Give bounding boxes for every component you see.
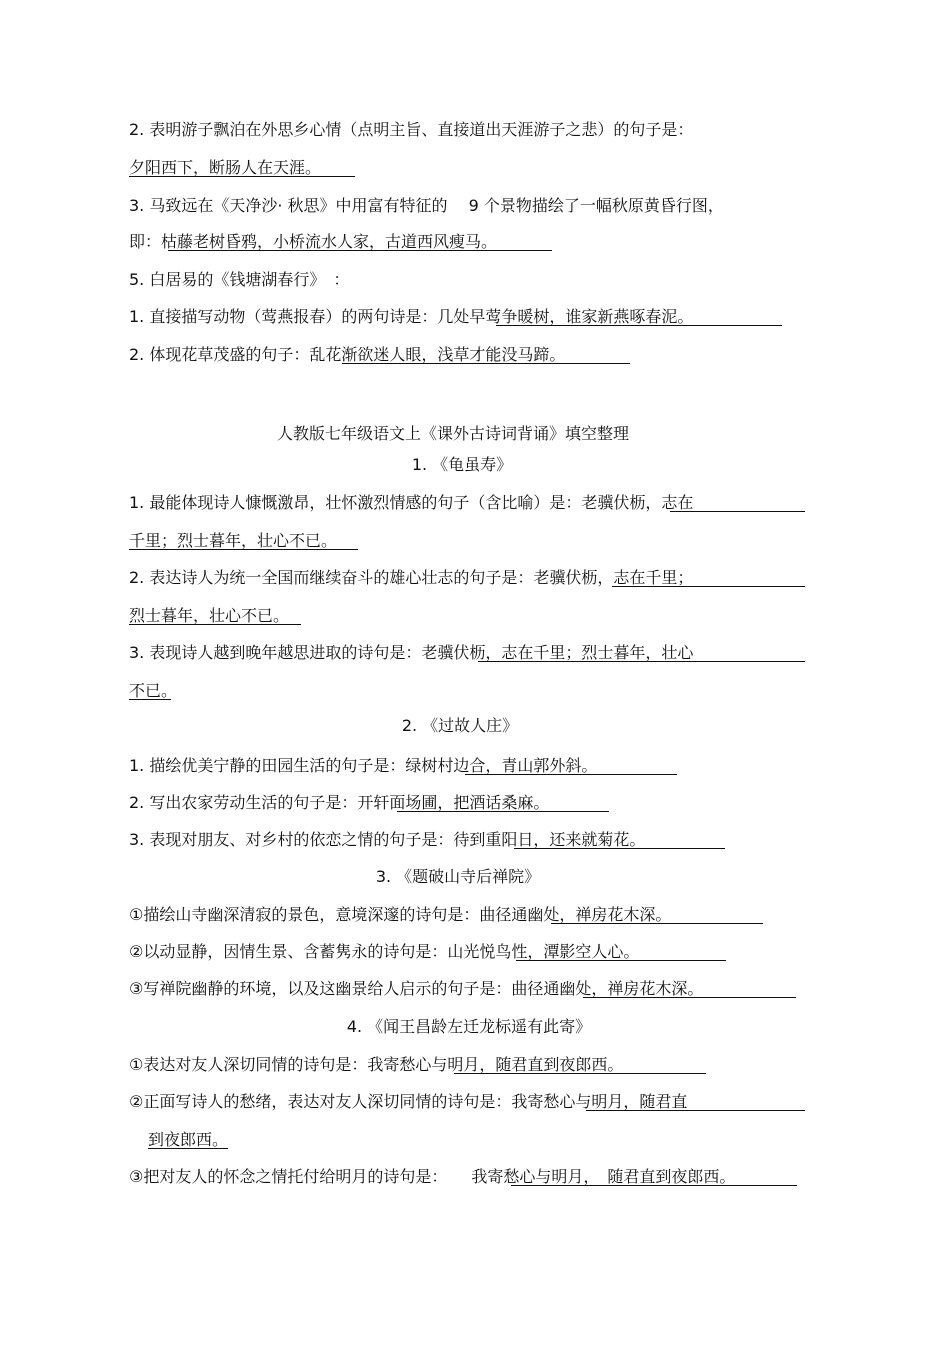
answer-underline — [516, 960, 726, 961]
answer-underline — [670, 511, 805, 512]
poem3-item-2: ②以动显静，因情生景、含蓄隽永的诗句是：山光悦鸟性，潭影空人心。 — [129, 942, 640, 961]
answer-underline — [129, 176, 355, 177]
answer-underline — [342, 363, 630, 364]
poem-title-guisuishou: 1. 《龟虽寿》 — [411, 455, 513, 474]
poem-title-guoguren: 2. 《过故人庄》 — [401, 716, 519, 735]
answer-nine-scenes: 即：枯藤老树昏鸦，小桥流水人家，古道西风瘦马。 — [129, 232, 498, 251]
poem3-item-3: ③写禅院幽静的环境，以及这幽景给人启示的句子是：曲径通幽处，禅房花木深。 — [129, 979, 704, 998]
answer-underline — [478, 661, 805, 662]
answer-underline — [454, 1073, 706, 1074]
poem4-item-2-cont: 到夜郎西。 — [148, 1130, 229, 1149]
answer-underline — [397, 811, 609, 812]
poem-title-poshansi: 3. 《题破山寺后禅院》 — [375, 867, 541, 886]
page-title: 人教版七年级语文上《课外古诗词背诵》填空整理 — [276, 424, 629, 443]
poem4-item-3: ③把对友人的怀念之情托付给明月的诗句是： 我寄愁心与明月， 随君直到夜郎西。 — [129, 1167, 736, 1186]
answer-underline — [514, 848, 725, 849]
poem2-item-1: 1. 描绘优美宁静的田园生活的句子是：绿树村边合，青山郭外斜。 — [129, 756, 598, 775]
answer-underline — [496, 325, 782, 326]
poem1-item-3: 3. 表现诗人越到晚年越思进取的诗句是：老骥伏枥，志在千里；烈士暮年，壮心 — [129, 643, 694, 662]
item-nine-scenes: 3. 马致远在《天净沙· 秋思》中用富有特征的 9 个景物描绘了一幅秋原黄昏行图， — [129, 196, 724, 215]
poem4-item-2: ②正面写诗人的愁绪，表达对友人深切同情的诗句是：我寄愁心与明月，随君直 — [129, 1092, 688, 1111]
poem1-item-1: 1. 最能体现诗人慷慨激昂，壮怀激烈情感的句子（含比喻）是：老骥伏枥，志在 — [129, 493, 694, 512]
answer-underline — [168, 250, 552, 251]
poem1-item-2: 2. 表达诗人为统一全国而继续奋斗的雄心壮志的句子是：老骥伏枥，志在千里； — [129, 568, 694, 587]
answer-underline — [551, 923, 763, 924]
poem1-item-2-cont: 烈士暮年，壮心不已。 — [129, 606, 290, 625]
answer-underline — [129, 549, 358, 550]
item-wanderer-homesick: 2. 表明游子飘泊在外思乡心情（点明主旨、直接道出天涯游子之悲）的句子是： — [129, 120, 694, 139]
answer-underline — [511, 1185, 797, 1186]
poem2-item-3: 3. 表现对朋友、对乡村的依恋之情的句子是：待到重阳日，还来就菊花。 — [129, 830, 646, 849]
poem4-item-1: ①表达对友人深切同情的诗句是：我寄愁心与明月，随君直到夜郎西。 — [129, 1055, 624, 1074]
item-qiantang-heading: 5. 白居易的《钱塘湖春行》 ： — [129, 270, 350, 289]
answer-underline — [148, 1148, 228, 1149]
item-orioles-swallows: 1. 直接描写动物（莺燕报春）的两句诗是：几处早莺争暖树，谁家新燕啄春泥。 — [129, 307, 694, 326]
poem2-item-2: 2. 写出农家劳动生活的句子是：开轩面场圃，把酒话桑麻。 — [129, 793, 550, 812]
item-lush-flowers: 2. 体现花草茂盛的句子：乱花渐欲迷人眼，浅草才能没马蹄。 — [129, 345, 566, 364]
answer-underline — [465, 774, 677, 775]
answer-wanderer-homesick: 夕阳西下，断肠人在天涯。 — [129, 158, 322, 177]
poem1-item-1-cont: 千里；烈士暮年，壮心不已。 — [129, 531, 338, 550]
poem3-item-1: ①描绘山寺幽深清寂的景色，意境深邃的诗句是：曲径通幽处，禅房花木深。 — [129, 905, 672, 924]
answer-underline — [129, 699, 171, 700]
poem1-item-3-cont: 不已。 — [129, 681, 178, 700]
answer-underline — [586, 1110, 805, 1111]
poem-title-wangchangling: 4. 《闻王昌龄左迁龙标遥有此寄》 — [346, 1017, 592, 1036]
answer-underline — [612, 586, 805, 587]
answer-underline — [129, 624, 301, 625]
answer-underline — [583, 997, 796, 998]
